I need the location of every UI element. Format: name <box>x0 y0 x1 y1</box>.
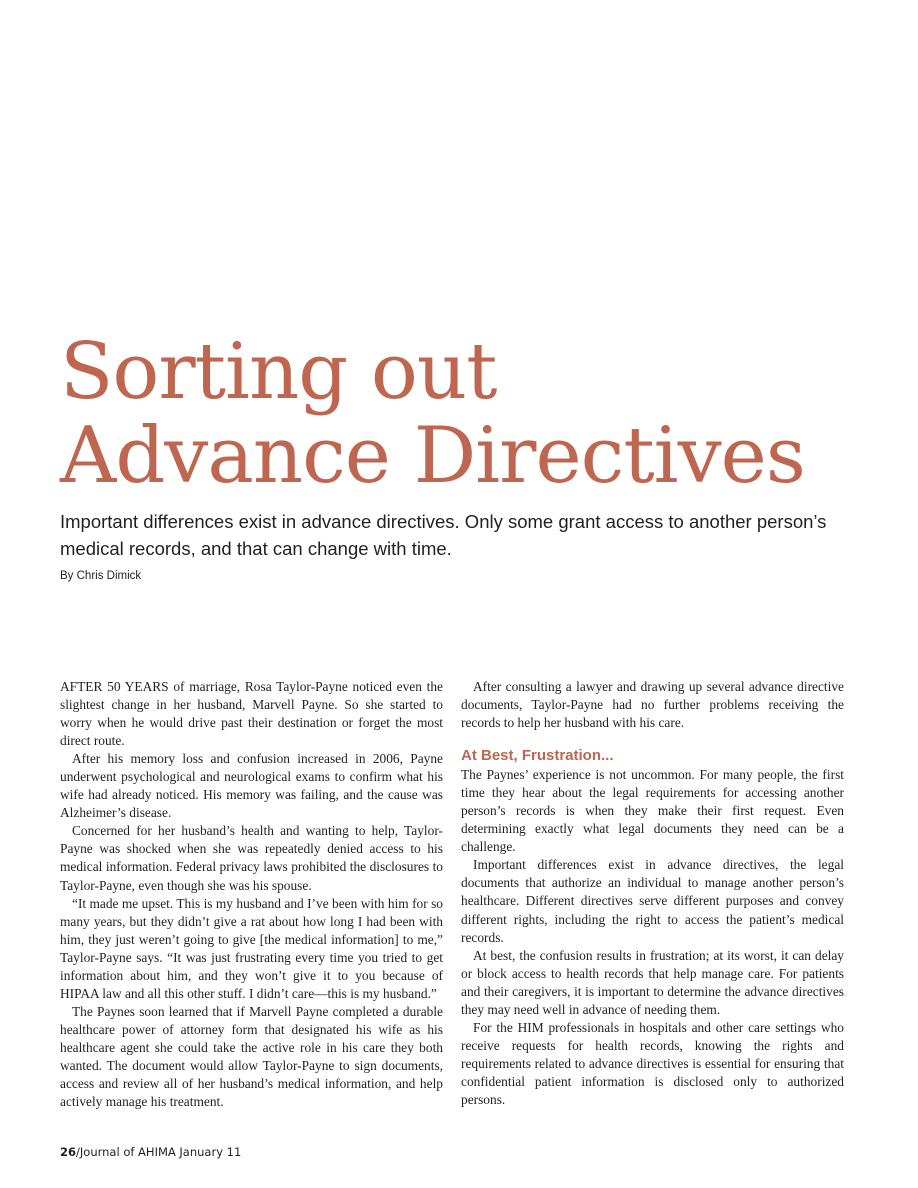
section-heading: At Best, Frustration... <box>461 747 614 765</box>
byline: By Chris Dimick <box>60 570 142 582</box>
body-paragraph: After consulting a lawyer and drawing up several advance directive documents, Taylor-Payne had no further problems receiving the records to help her husband with his care. <box>461 679 844 731</box>
body-paragraph: Concerned for her husband’s health and wanting to help, Taylor-Payne was shocked when she was repeatedly denied access to his medical information. Federal privacy laws prohibited the disclosures to Taylor-Payne, even though she was his spouse. <box>60 823 443 893</box>
body-paragraph: Important differences exist in advance directives, the legal documents that authorize an individual to manage another person’s healthcare. Different directives serve different purposes and convey different rights, including the right to access the patient’s medical records. <box>461 857 844 945</box>
article-subtitle: Important differences exist in advance directives. Only some grant access to another person’s medical records, and that can change with time. <box>60 511 827 559</box>
title-line-2: Advance Directives <box>60 411 805 501</box>
body-paragraph: AFTER 50 YEARS of marriage, Rosa Taylor-Payne noticed even the slightest change in her husband, Marvell Payne. So she started to worry when he would drive past their destination or forget the most direct route. <box>60 679 443 749</box>
title-line-1: Sorting out <box>60 327 497 417</box>
article-title <box>60 327 880 501</box>
body-paragraph: For the HIM professionals in hospitals and other care settings who receive requests for health records, knowing the rights and requirements related to advance directives is essential for ensuring that confidential patient information is disclosed only to authorized persons. <box>461 1019 844 1107</box>
body-paragraph: After his memory loss and confusion increased in 2006, Payne underwent psychological and neurological exams to confirm what his wife had already noticed. His memory was failing, and the cause was Alzheimer’s disease. <box>60 751 443 821</box>
right-column <box>461 678 844 1109</box>
page-footer <box>60 1145 241 1159</box>
publication-name: /Journal of AHIMA January 11 <box>76 1145 242 1159</box>
page-number: 26 <box>60 1145 77 1159</box>
body-paragraph: The Paynes soon learned that if Marvell Payne completed a durable healthcare power of attorney form that designated his wife as his healthcare agent she could take the active role in his care they both wanted. The document would allow Taylor-Payne to sign documents, access and review all of her husband’s medical information, and help actively manage his treatment. <box>60 1003 443 1110</box>
body-paragraph: “It made me upset. This is my husband and I’ve been with him for so many years, but they didn’t give a rat about how long I had been with him, they just weren’t going to give [the medical information] to me,” Taylor-Payne says. “It was just frustrating every time you tried to get information about him, and they won’t give it to you because of HIPAA law and all this other stuff. I didn’t care—this is my husband.” <box>60 895 443 1001</box>
left-column <box>60 678 443 1111</box>
body-paragraph: The Paynes’ experience is not uncommon. For many people, the first time they hear about the legal requirements for accessing another person’s records is when they make their first request. Even determining exactly what legal documents they need can be a challenge. <box>461 767 844 855</box>
body-paragraph: At best, the confusion results in frustration; at its worst, it can delay or block access to health records that help manage care. For patients and their caregivers, it is important to determine the advance directives they may need well in advance of needing them. <box>461 947 844 1017</box>
